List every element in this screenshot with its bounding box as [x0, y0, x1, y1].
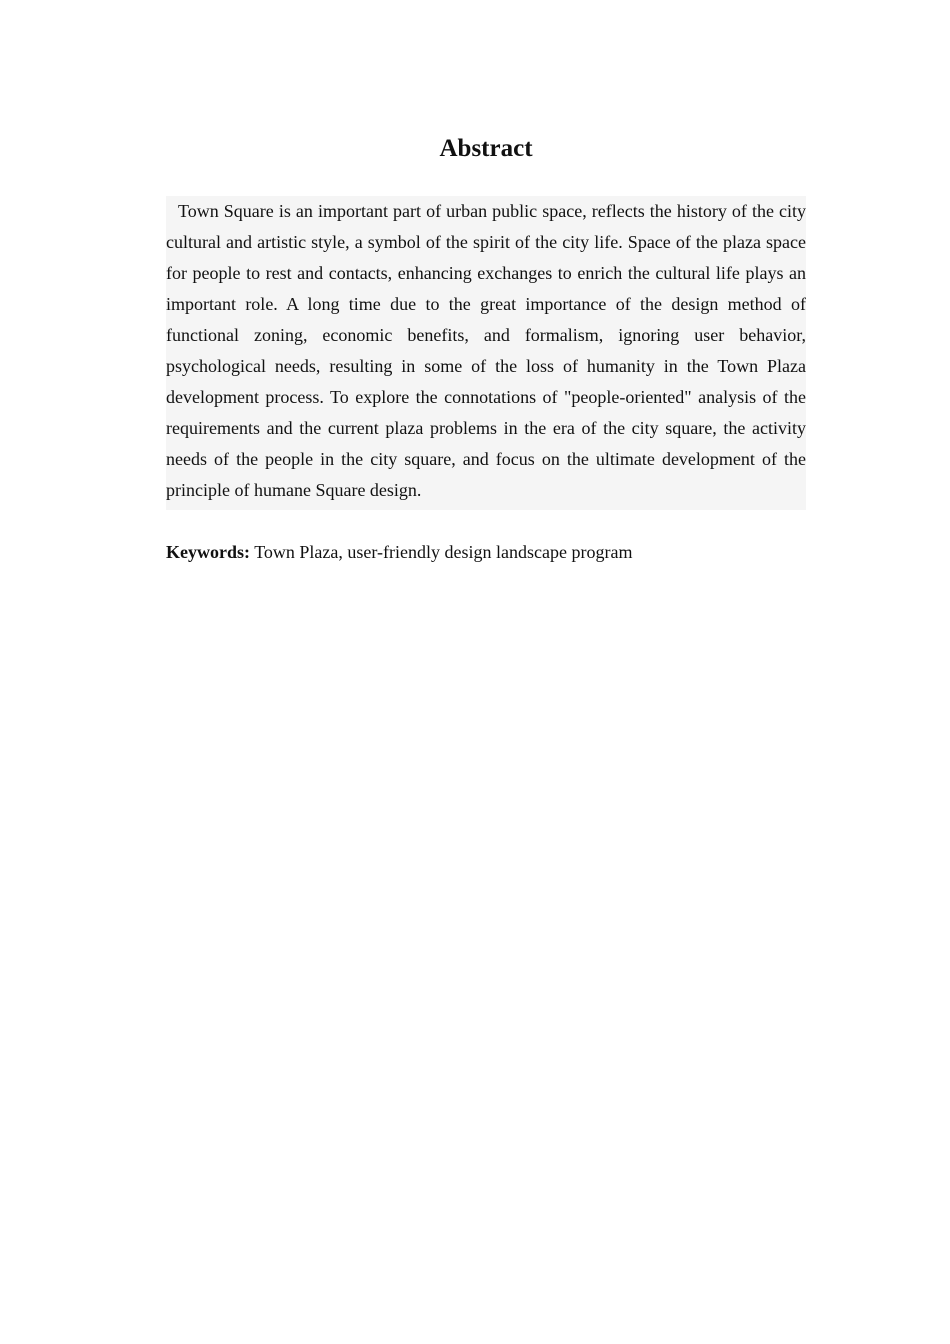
keywords-label: Keywords: [166, 542, 250, 562]
abstract-paragraph: Town Square is an important part of urban public space, reflects the history of the city cultural and artistic style, a symbol of the spirit of the city life. Space of the plaza space for people to rest and contacts, enhancing exchanges to enrich the cultural life plays an important role. A long time due to the great importance of the design method of functional zoning, economic benefits, and formalism, ignoring user behavior, psychological needs, resulting in some of the loss of humanity in the Town Plaza development process. To explore the connotations of "people-oriented" analysis of the requirements and the current plaza problems in the era of the city square, the activity needs of the people in the city square, and focus on the ultimate development of the principle of humane Square design. [166, 196, 806, 510]
abstract-title: Abstract [439, 135, 533, 162]
keywords-line [166, 537, 806, 567]
keywords-text: Town Plaza, user-friendly design landscape program [254, 542, 633, 562]
